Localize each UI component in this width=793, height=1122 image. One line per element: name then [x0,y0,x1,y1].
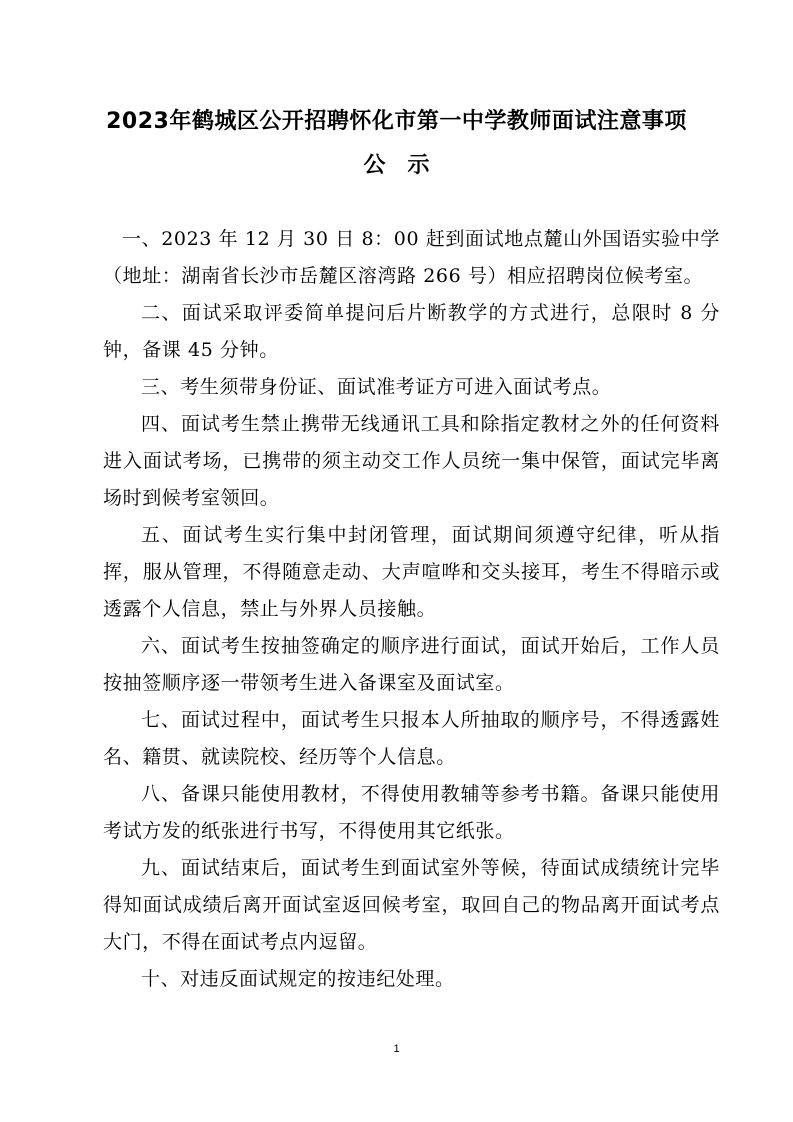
page-number: 1 [393,1043,400,1055]
notice-item-1: 一、2023 年 12 月 30 日 8：00 赶到面试地点麓山外国语实验中学（地址：湖南省长沙市岳麓区溶湾路 266 号）相应招聘岗位候考室。 [103,228,720,287]
notice-item-3: 三、考生须带身份证、面试准考证方可进入面试考点。 [141,376,612,398]
notice-item-7: 七、面试过程中，面试考生只报本人所抽取的顺序号，不得透露姓名、籍贯、就读院校、经历等个人信息。 [103,709,720,768]
notice-item-9: 九、面试结束后，面试考生到面试室外等候，待面试成绩统计完毕得知面试成绩后离开面试室返回候考室，取回自己的物品离开面试考点大门，不得在面试考点内逗留。 [103,857,720,953]
document-title: 2023年鹤城区公开招聘怀化市第一中学教师面试注意事项 [106,109,687,134]
notice-item-8: 八、备课只能使用教材，不得使用教辅等参考书籍。备课只能使用考试方发的纸张进行书写，不得使用其它纸张。 [103,783,720,842]
notice-item-6: 六、面试考生按抽签确定的顺序进行面试，面试开始后，工作人员按抽签顺序逐一带领考生进入备课室及面试室。 [103,635,720,694]
notice-item-2: 二、面试采取评委简单提问后片断教学的方式进行，总限时 8 分钟，备课 45 分钟。 [103,302,720,361]
notice-item-4: 四、面试考生禁止携带无线通讯工具和除指定教材之外的任何资料进入面试考场，已携带的须主动交工作人员统一集中保管，面试完毕离场时到候考室领回。 [103,413,720,509]
document-body [103,221,720,998]
notice-item-5: 五、面试考生实行集中封闭管理，面试期间须遵守纪律，听从指挥，服从管理，不得随意走动、大声喧哗和交头接耳，考生不得暗示或透露个人信息，禁止与外界人员接触。 [103,524,720,620]
document-subtitle: 公示 [363,153,452,178]
notice-item-10: 十、对违反面试规定的按违纪处理。 [141,968,455,990]
